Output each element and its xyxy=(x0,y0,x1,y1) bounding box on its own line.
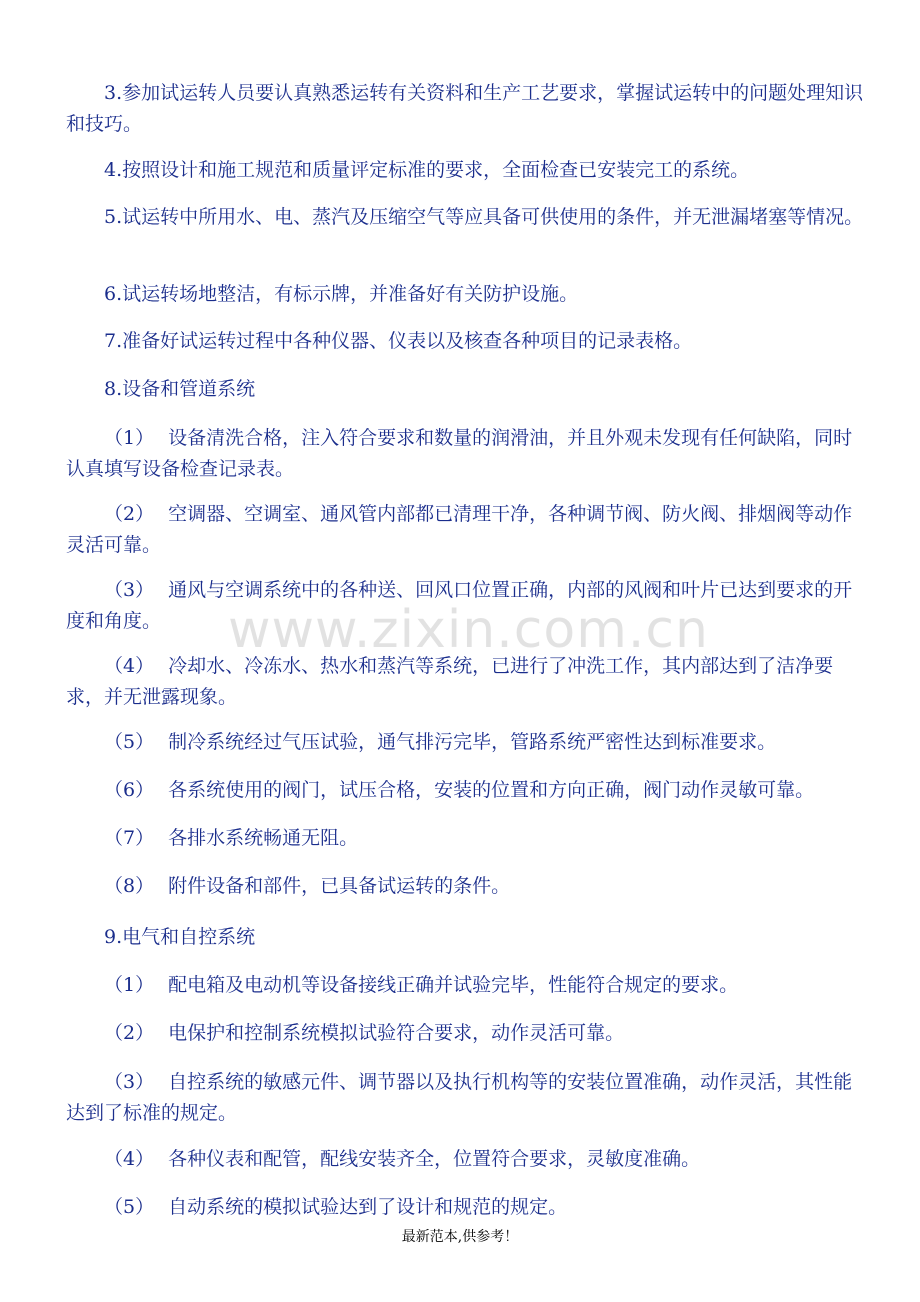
paragraph-7 xyxy=(66,326,866,357)
paragraph-text: 5.试运转中所用水、电、蒸汽及压缩空气等应具备可供使用的条件，并无泄漏堵塞等情况。 xyxy=(104,206,864,228)
item-number: （3） xyxy=(104,579,155,601)
item-number: （4） xyxy=(104,1148,155,1170)
section-heading-9 xyxy=(66,922,866,953)
item-number: （1） xyxy=(104,974,155,996)
list-item-8-4 xyxy=(66,651,866,713)
list-item-9-2 xyxy=(66,1018,866,1049)
item-number: （6） xyxy=(104,779,155,801)
item-number: （8） xyxy=(104,875,155,897)
paragraph-text: 4.按照设计和施工规范和质量评定标准的要求，全面检查已安装完工的系统。 xyxy=(104,159,750,181)
paragraph-text: 各排水系统畅通无阻。 xyxy=(168,827,359,849)
list-item-8-5 xyxy=(66,727,866,758)
paragraph-text: 各系统使用的阀门，试压合格，安装的位置和方向正确，阀门动作灵敏可靠。 xyxy=(168,779,815,801)
paragraph-text: 8.设备和管道系统 xyxy=(104,378,256,400)
paragraph-text: 制冷系统经过气压试验，通气排污完毕，管路系统严密性达到标准要求。 xyxy=(168,731,777,753)
list-item-8-7 xyxy=(66,823,866,854)
list-item-9-1 xyxy=(66,970,866,1001)
item-number: （3） xyxy=(104,1071,155,1093)
paragraph-text: 空调器、空调室、通风管内部都已清理干净，各种调节阀、防火阀、排烟阀等动作灵活可靠。 xyxy=(66,503,853,556)
paragraph-text: 3.参加试运转人员要认真熟悉运转有关资料和生产工艺要求，掌握试运转中的问题处理知识和技巧。 xyxy=(66,82,864,135)
list-item-8-6 xyxy=(66,775,866,806)
item-number: （2） xyxy=(104,1022,155,1044)
item-number: （7） xyxy=(104,827,155,849)
paragraph-6 xyxy=(66,279,866,310)
paragraph-text: 通风与空调系统中的各种送、回风口位置正确，内部的风阀和叶片已达到要求的开度和角度。 xyxy=(66,579,853,632)
paragraph-text: 自动系统的模拟试验达到了设计和规范的规定。 xyxy=(168,1196,568,1218)
paragraph-4 xyxy=(66,155,866,186)
paragraph-text: 设备清洗合格，注入符合要求和数量的润滑油，并且外观未发现有任何缺陷，同时认真填写设备检查记录表。 xyxy=(66,427,853,480)
item-number: （5） xyxy=(104,731,155,753)
item-number: （1） xyxy=(104,427,155,449)
paragraph-text: 附件设备和部件，已具备试运转的条件。 xyxy=(168,875,511,897)
item-number: （4） xyxy=(104,655,155,677)
paragraph-text: 冷却水、冷冻水、热水和蒸汽等系统，已进行了冲洗工作，其内部达到了洁净要求，并无泄露现象。 xyxy=(66,655,834,708)
list-item-9-4 xyxy=(66,1144,866,1175)
watermark: www.zixin.com.cn xyxy=(228,600,709,660)
list-item-9-5 xyxy=(66,1192,866,1223)
page-footer: 最新范本,供参考！ xyxy=(401,1229,519,1245)
list-item-9-3 xyxy=(66,1067,866,1129)
paragraph-text: 自控系统的敏感元件、调节器以及执行机构等的安装位置准确，动作灵活，其性能达到了标准的规定。 xyxy=(66,1071,853,1124)
paragraph-5 xyxy=(66,202,866,233)
paragraph-text: 配电箱及电动机等设备接线正确并试验完毕，性能符合规定的要求。 xyxy=(168,974,739,996)
list-item-8-2 xyxy=(66,499,866,561)
paragraph-text: 各种仪表和配管，配线安装齐全，位置符合要求，灵敏度准确。 xyxy=(168,1148,701,1170)
paragraph-text: 6.试运转场地整洁，有标示牌，并准备好有关防护设施。 xyxy=(104,283,579,305)
paragraph-3 xyxy=(66,78,866,140)
list-item-8-8 xyxy=(66,871,866,902)
paragraph-text: 电保护和控制系统模拟试验符合要求，动作灵活可靠。 xyxy=(168,1022,625,1044)
item-number: （2） xyxy=(104,503,155,525)
section-heading-8 xyxy=(66,374,866,405)
paragraph-text: 9.电气和自控系统 xyxy=(104,926,256,948)
item-number: （5） xyxy=(104,1196,155,1218)
paragraph-text: 7.准备好试运转过程中各种仪器、仪表以及核查各种项目的记录表格。 xyxy=(104,330,693,352)
list-item-8-1 xyxy=(66,423,866,485)
list-item-8-3 xyxy=(66,575,866,637)
